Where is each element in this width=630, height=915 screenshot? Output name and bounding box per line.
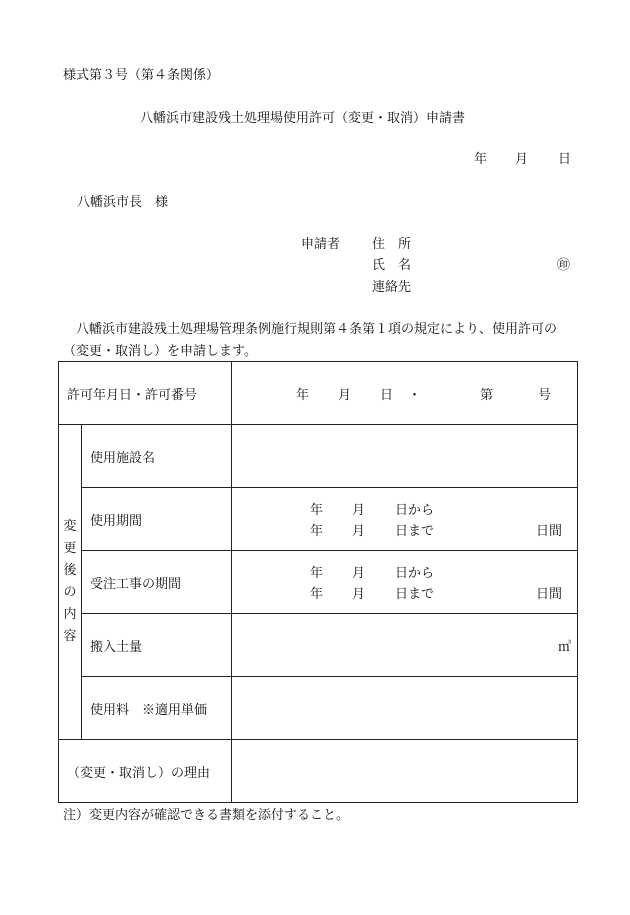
fee-value-cell[interactable] [232, 677, 578, 740]
permit-year: 年 [296, 388, 310, 403]
applicant-label: 申請者 [301, 237, 341, 252]
period-label: 使用期間 [82, 488, 232, 551]
period-value-cell[interactable] [232, 488, 578, 551]
construction-label: 受注工事の期間 [82, 551, 232, 614]
construction-from-month: 月 [352, 566, 366, 581]
application-table [58, 361, 578, 803]
construction-row [59, 551, 578, 614]
statement-text: 八幡浜市建設残土処理場管理条例施行規則第４条第１項の規定により、使用許可の（変更・取消し）を申請します。 [63, 322, 558, 359]
reason-value-cell[interactable] [232, 740, 578, 803]
soil-unit: ㎥ [558, 639, 572, 655]
permit-row [59, 362, 578, 425]
applicant-address-label: 住 所 [372, 237, 412, 252]
period-to-suffix: 日まで [395, 524, 435, 539]
applicant-name-label: 氏 名 [372, 258, 412, 273]
application-statement [63, 319, 579, 363]
construction-days: 日間 [536, 587, 563, 602]
facility-label: 使用施設名 [82, 425, 232, 488]
reason-label: （変更・取消し）の理由 [59, 740, 232, 803]
reason-row [59, 740, 578, 803]
construction-from-suffix: 日から [395, 566, 435, 581]
period-from-suffix: 日から [395, 503, 435, 518]
construction-from-year: 年 [310, 566, 324, 581]
facility-value-cell[interactable] [232, 425, 578, 488]
permit-month: 月 [338, 388, 352, 403]
construction-to-month: 月 [352, 587, 366, 602]
addressee: 八幡浜市長 様 [77, 195, 169, 210]
permit-value-cell[interactable] [232, 362, 578, 425]
period-from-month: 月 [352, 503, 366, 518]
period-row [59, 488, 578, 551]
fee-row [59, 677, 578, 740]
permit-day: 日 [380, 388, 394, 403]
fee-label: 使用料 ※適用単価 [82, 677, 232, 740]
after-change-label: 変更後の内容 [63, 519, 77, 644]
permit-go: 号 [538, 388, 552, 403]
date-day-label: 日 [558, 152, 572, 167]
date-month-label: 月 [515, 152, 529, 167]
facility-row [59, 425, 578, 488]
construction-value-cell[interactable] [232, 551, 578, 614]
period-to-year: 年 [310, 524, 324, 539]
soil-label: 搬入土量 [82, 614, 232, 677]
period-to-month: 月 [352, 524, 366, 539]
period-days: 日間 [536, 524, 563, 539]
after-change-label-cell [59, 425, 82, 740]
permit-label: 許可年月日・許可番号 [59, 362, 232, 425]
period-from-year: 年 [310, 503, 324, 518]
construction-to-year: 年 [310, 587, 324, 602]
permit-dai: 第 [480, 388, 494, 403]
page-title: 八幡浜市建設残土処理場使用許可（変更・取消）申請書 [140, 111, 466, 126]
date-year-label: 年 [474, 152, 488, 167]
soil-value-cell[interactable] [232, 614, 578, 677]
applicant-contact-label: 連絡先 [372, 280, 412, 295]
permit-dot: ・ [408, 388, 422, 403]
soil-row [59, 614, 578, 677]
seal-mark: ㊞ [557, 258, 571, 273]
attachment-note: 注）変更内容が確認できる書類を添付すること。 [63, 808, 350, 823]
form-number: 様式第３号（第４条関係） [63, 68, 220, 83]
construction-to-suffix: 日まで [395, 587, 435, 602]
